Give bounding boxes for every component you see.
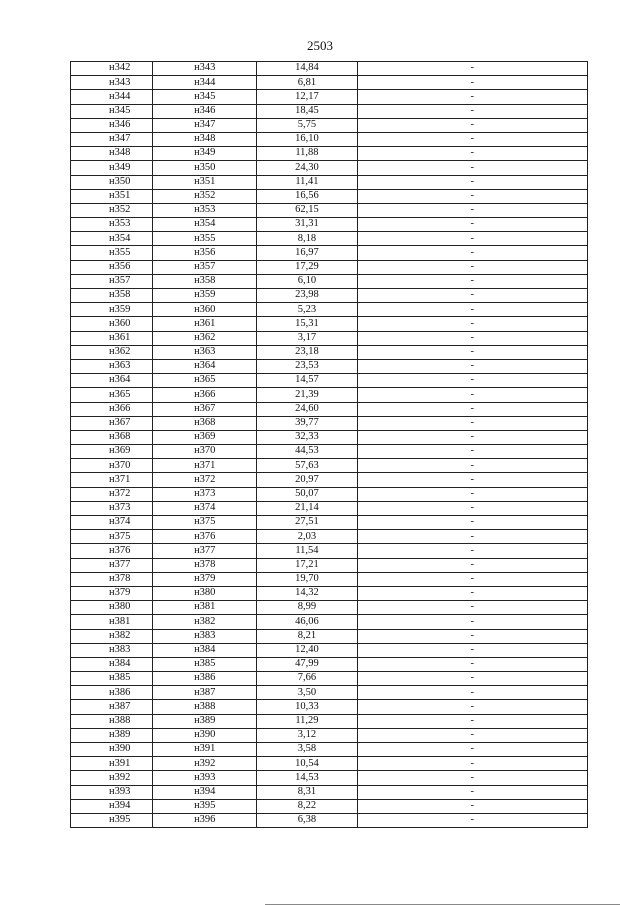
from-point-cell: н384 — [71, 657, 153, 671]
table-row — [71, 104, 588, 118]
from-point-cell: н393 — [71, 785, 153, 799]
to-point-cell: н354 — [153, 218, 257, 232]
distance-cell: 10,54 — [257, 757, 357, 771]
table-row — [71, 757, 588, 771]
note-cell: - — [357, 104, 587, 118]
to-point-cell: н357 — [153, 260, 257, 274]
distance-cell: 8,21 — [257, 629, 357, 643]
to-point-cell: н358 — [153, 274, 257, 288]
table-row — [71, 700, 588, 714]
table-row — [71, 544, 588, 558]
table-row — [71, 430, 588, 444]
from-point-cell: н374 — [71, 516, 153, 530]
note-cell: - — [357, 260, 587, 274]
note-cell: - — [357, 175, 587, 189]
distance-cell: 5,23 — [257, 303, 357, 317]
from-point-cell: н354 — [71, 232, 153, 246]
table-row — [71, 516, 588, 530]
distance-cell: 3,58 — [257, 743, 357, 757]
distance-cell: 50,07 — [257, 487, 357, 501]
to-point-cell: н388 — [153, 700, 257, 714]
note-cell: - — [357, 672, 587, 686]
table-row — [71, 657, 588, 671]
note-cell: - — [357, 544, 587, 558]
from-point-cell: н356 — [71, 260, 153, 274]
table-row — [71, 246, 588, 260]
table-row — [71, 218, 588, 232]
to-point-cell: н344 — [153, 76, 257, 90]
table-row — [71, 189, 588, 203]
from-point-cell: н390 — [71, 743, 153, 757]
from-point-cell: н353 — [71, 218, 153, 232]
note-cell: - — [357, 118, 587, 132]
from-point-cell: н379 — [71, 586, 153, 600]
to-point-cell: н396 — [153, 813, 257, 827]
data-table — [70, 61, 588, 828]
table-row — [71, 203, 588, 217]
distance-cell: 6,10 — [257, 274, 357, 288]
distance-cell: 31,31 — [257, 218, 357, 232]
distance-cell: 6,81 — [257, 76, 357, 90]
from-point-cell: н364 — [71, 374, 153, 388]
note-cell: - — [357, 317, 587, 331]
to-point-cell: н361 — [153, 317, 257, 331]
note-cell: - — [357, 359, 587, 373]
table-row — [71, 388, 588, 402]
table-row — [71, 501, 588, 515]
to-point-cell: н395 — [153, 799, 257, 813]
table-row — [71, 813, 588, 827]
note-cell: - — [357, 601, 587, 615]
distance-cell: 14,84 — [257, 62, 357, 76]
to-point-cell: н347 — [153, 118, 257, 132]
to-point-cell: н353 — [153, 203, 257, 217]
distance-cell: 17,29 — [257, 260, 357, 274]
note-cell: - — [357, 289, 587, 303]
from-point-cell: н382 — [71, 629, 153, 643]
note-cell: - — [357, 516, 587, 530]
table-row — [71, 714, 588, 728]
note-cell: - — [357, 743, 587, 757]
distance-cell: 3,12 — [257, 728, 357, 742]
from-point-cell: н346 — [71, 118, 153, 132]
distance-cell: 8,18 — [257, 232, 357, 246]
from-point-cell: н377 — [71, 558, 153, 572]
distance-cell: 19,70 — [257, 572, 357, 586]
note-cell: - — [357, 402, 587, 416]
note-cell: - — [357, 161, 587, 175]
note-cell: - — [357, 430, 587, 444]
note-cell: - — [357, 218, 587, 232]
table-row — [71, 459, 588, 473]
note-cell: - — [357, 813, 587, 827]
page-number: 2503 — [307, 38, 333, 53]
from-point-cell: н373 — [71, 501, 153, 515]
to-point-cell: н386 — [153, 672, 257, 686]
note-cell: - — [357, 501, 587, 515]
note-cell: - — [357, 657, 587, 671]
to-point-cell: н387 — [153, 686, 257, 700]
table-row — [71, 374, 588, 388]
to-point-cell: н377 — [153, 544, 257, 558]
distance-cell: 16,10 — [257, 132, 357, 146]
to-point-cell: н345 — [153, 90, 257, 104]
distance-cell: 32,33 — [257, 430, 357, 444]
to-point-cell: н391 — [153, 743, 257, 757]
table-row — [71, 175, 588, 189]
to-point-cell: н352 — [153, 189, 257, 203]
note-cell: - — [357, 686, 587, 700]
note-cell: - — [357, 374, 587, 388]
to-point-cell: н378 — [153, 558, 257, 572]
distance-cell: 11,88 — [257, 147, 357, 161]
note-cell: - — [357, 76, 587, 90]
table-row — [71, 345, 588, 359]
to-point-cell: н356 — [153, 246, 257, 260]
to-point-cell: н363 — [153, 345, 257, 359]
table-row — [71, 586, 588, 600]
to-point-cell: н364 — [153, 359, 257, 373]
from-point-cell: н345 — [71, 104, 153, 118]
distance-cell: 23,18 — [257, 345, 357, 359]
note-cell: - — [357, 246, 587, 260]
from-point-cell: н359 — [71, 303, 153, 317]
distance-cell: 3,17 — [257, 331, 357, 345]
from-point-cell: н348 — [71, 147, 153, 161]
from-point-cell: н381 — [71, 615, 153, 629]
table-row — [71, 445, 588, 459]
table-row — [71, 572, 588, 586]
from-point-cell: н360 — [71, 317, 153, 331]
from-point-cell: н385 — [71, 672, 153, 686]
distance-cell: 47,99 — [257, 657, 357, 671]
note-cell: - — [357, 62, 587, 76]
distance-cell: 8,31 — [257, 785, 357, 799]
to-point-cell: н343 — [153, 62, 257, 76]
from-point-cell: н358 — [71, 289, 153, 303]
from-point-cell: н392 — [71, 771, 153, 785]
note-cell: - — [357, 303, 587, 317]
distance-cell: 27,51 — [257, 516, 357, 530]
from-point-cell: н368 — [71, 430, 153, 444]
from-point-cell: н344 — [71, 90, 153, 104]
distance-cell: 8,22 — [257, 799, 357, 813]
to-point-cell: н346 — [153, 104, 257, 118]
table-row — [71, 615, 588, 629]
distance-cell: 12,40 — [257, 643, 357, 657]
note-cell: - — [357, 799, 587, 813]
note-cell: - — [357, 345, 587, 359]
table-row — [71, 232, 588, 246]
note-cell: - — [357, 147, 587, 161]
distance-cell: 24,60 — [257, 402, 357, 416]
table-row — [71, 161, 588, 175]
table-row — [71, 132, 588, 146]
note-cell: - — [357, 586, 587, 600]
distance-cell: 16,56 — [257, 189, 357, 203]
from-point-cell: н391 — [71, 757, 153, 771]
distance-cell: 23,98 — [257, 289, 357, 303]
note-cell: - — [357, 331, 587, 345]
table-row — [71, 402, 588, 416]
table-row — [71, 672, 588, 686]
to-point-cell: н371 — [153, 459, 257, 473]
to-point-cell: н355 — [153, 232, 257, 246]
from-point-cell: н363 — [71, 359, 153, 373]
table-row — [71, 359, 588, 373]
to-point-cell: н362 — [153, 331, 257, 345]
table-row — [71, 487, 588, 501]
table-row — [71, 118, 588, 132]
from-point-cell: н343 — [71, 76, 153, 90]
note-cell: - — [357, 615, 587, 629]
distance-cell: 20,97 — [257, 473, 357, 487]
to-point-cell: н374 — [153, 501, 257, 515]
from-point-cell: н357 — [71, 274, 153, 288]
to-point-cell: н366 — [153, 388, 257, 402]
to-point-cell: н381 — [153, 601, 257, 615]
distance-cell: 14,57 — [257, 374, 357, 388]
from-point-cell: н386 — [71, 686, 153, 700]
note-cell: - — [357, 189, 587, 203]
note-cell: - — [357, 274, 587, 288]
distance-cell: 62,15 — [257, 203, 357, 217]
distance-cell: 2,03 — [257, 530, 357, 544]
note-cell: - — [357, 530, 587, 544]
table-row — [71, 728, 588, 742]
note-cell: - — [357, 487, 587, 501]
to-point-cell: н383 — [153, 629, 257, 643]
note-cell: - — [357, 643, 587, 657]
note-cell: - — [357, 785, 587, 799]
to-point-cell: н385 — [153, 657, 257, 671]
note-cell: - — [357, 416, 587, 430]
table-row — [71, 558, 588, 572]
from-point-cell: н389 — [71, 728, 153, 742]
to-point-cell: н367 — [153, 402, 257, 416]
distance-cell: 16,97 — [257, 246, 357, 260]
to-point-cell: н382 — [153, 615, 257, 629]
from-point-cell: н347 — [71, 132, 153, 146]
distance-cell: 11,29 — [257, 714, 357, 728]
distance-cell: 46,06 — [257, 615, 357, 629]
note-cell: - — [357, 728, 587, 742]
table-row — [71, 743, 588, 757]
to-point-cell: н350 — [153, 161, 257, 175]
table-row — [71, 771, 588, 785]
table-row — [71, 530, 588, 544]
from-point-cell: н388 — [71, 714, 153, 728]
from-point-cell: н378 — [71, 572, 153, 586]
to-point-cell: н365 — [153, 374, 257, 388]
from-point-cell: н375 — [71, 530, 153, 544]
to-point-cell: н375 — [153, 516, 257, 530]
distance-cell: 17,21 — [257, 558, 357, 572]
to-point-cell: н370 — [153, 445, 257, 459]
table-row — [71, 643, 588, 657]
table-row — [71, 331, 588, 345]
from-point-cell: н394 — [71, 799, 153, 813]
to-point-cell: н393 — [153, 771, 257, 785]
to-point-cell: н372 — [153, 473, 257, 487]
table-row — [71, 76, 588, 90]
note-cell: - — [357, 714, 587, 728]
from-point-cell: н372 — [71, 487, 153, 501]
distance-cell: 39,77 — [257, 416, 357, 430]
table-row — [71, 62, 588, 76]
to-point-cell: н389 — [153, 714, 257, 728]
to-point-cell: н392 — [153, 757, 257, 771]
distance-cell: 3,50 — [257, 686, 357, 700]
from-point-cell: н352 — [71, 203, 153, 217]
to-point-cell: н369 — [153, 430, 257, 444]
from-point-cell: н350 — [71, 175, 153, 189]
to-point-cell: н384 — [153, 643, 257, 657]
to-point-cell: н373 — [153, 487, 257, 501]
distance-cell: 57,63 — [257, 459, 357, 473]
to-point-cell: н349 — [153, 147, 257, 161]
table-row — [71, 303, 588, 317]
distance-cell: 21,14 — [257, 501, 357, 515]
table-row — [71, 785, 588, 799]
distance-cell: 23,53 — [257, 359, 357, 373]
note-cell: - — [357, 771, 587, 785]
from-point-cell: н383 — [71, 643, 153, 657]
to-point-cell: н368 — [153, 416, 257, 430]
distance-cell: 21,39 — [257, 388, 357, 402]
note-cell: - — [357, 700, 587, 714]
table-row — [71, 473, 588, 487]
distance-cell: 11,41 — [257, 175, 357, 189]
note-cell: - — [357, 388, 587, 402]
to-point-cell: н360 — [153, 303, 257, 317]
note-cell: - — [357, 445, 587, 459]
distance-cell: 6,38 — [257, 813, 357, 827]
distance-cell: 7,66 — [257, 672, 357, 686]
to-point-cell: н376 — [153, 530, 257, 544]
note-cell: - — [357, 132, 587, 146]
from-point-cell: н362 — [71, 345, 153, 359]
note-cell: - — [357, 757, 587, 771]
table-row — [71, 686, 588, 700]
table-row — [71, 416, 588, 430]
table-row — [71, 629, 588, 643]
from-point-cell: н369 — [71, 445, 153, 459]
from-point-cell: н365 — [71, 388, 153, 402]
to-point-cell: н351 — [153, 175, 257, 189]
from-point-cell: н376 — [71, 544, 153, 558]
distance-cell: 11,54 — [257, 544, 357, 558]
from-point-cell: н351 — [71, 189, 153, 203]
distance-cell: 14,32 — [257, 586, 357, 600]
from-point-cell: н342 — [71, 62, 153, 76]
from-point-cell: н366 — [71, 402, 153, 416]
table-row — [71, 90, 588, 104]
note-cell: - — [357, 459, 587, 473]
from-point-cell: н355 — [71, 246, 153, 260]
table-row — [71, 601, 588, 615]
to-point-cell: н348 — [153, 132, 257, 146]
to-point-cell: н379 — [153, 572, 257, 586]
note-cell: - — [357, 558, 587, 572]
table-row — [71, 274, 588, 288]
table-row — [71, 317, 588, 331]
table-body — [71, 62, 588, 828]
to-point-cell: н394 — [153, 785, 257, 799]
table-row — [71, 289, 588, 303]
from-point-cell: н367 — [71, 416, 153, 430]
distance-cell: 14,53 — [257, 771, 357, 785]
from-point-cell: н380 — [71, 601, 153, 615]
note-cell: - — [357, 572, 587, 586]
note-cell: - — [357, 473, 587, 487]
table-row — [71, 799, 588, 813]
to-point-cell: н390 — [153, 728, 257, 742]
distance-cell: 12,17 — [257, 90, 357, 104]
to-point-cell: н359 — [153, 289, 257, 303]
distance-cell: 24,30 — [257, 161, 357, 175]
from-point-cell: н349 — [71, 161, 153, 175]
from-point-cell: н371 — [71, 473, 153, 487]
note-cell: - — [357, 203, 587, 217]
distance-cell: 18,45 — [257, 104, 357, 118]
distance-cell: 44,53 — [257, 445, 357, 459]
distance-cell: 5,75 — [257, 118, 357, 132]
from-point-cell: н395 — [71, 813, 153, 827]
note-cell: - — [357, 629, 587, 643]
table-row — [71, 260, 588, 274]
from-point-cell: н370 — [71, 459, 153, 473]
note-cell: - — [357, 232, 587, 246]
distance-cell: 8,99 — [257, 601, 357, 615]
table-row — [71, 147, 588, 161]
note-cell: - — [357, 90, 587, 104]
to-point-cell: н380 — [153, 586, 257, 600]
from-point-cell: н387 — [71, 700, 153, 714]
distance-cell: 10,33 — [257, 700, 357, 714]
from-point-cell: н361 — [71, 331, 153, 345]
distance-cell: 15,31 — [257, 317, 357, 331]
